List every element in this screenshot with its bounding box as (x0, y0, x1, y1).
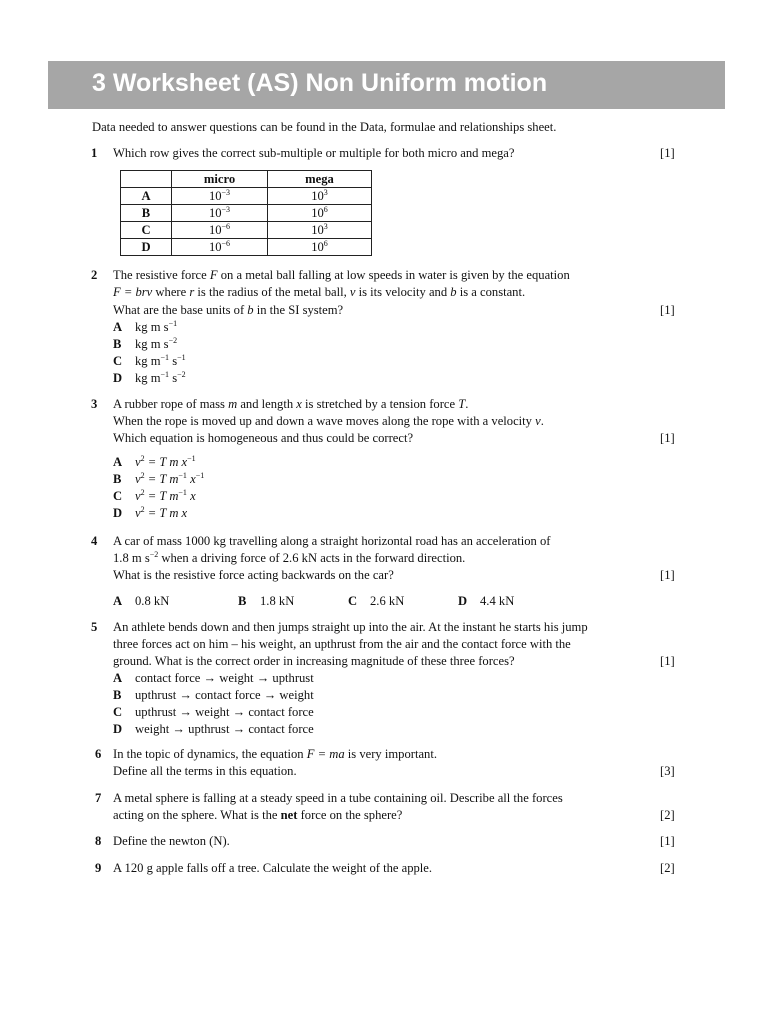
answer-option-a[interactable]: A 0.8 kN (113, 594, 170, 608)
table-header: micro (172, 171, 268, 188)
mega-cell: $10^3$ (268, 222, 372, 239)
table-row (121, 239, 372, 256)
marks: [2] (660, 808, 675, 822)
micro-cell: $10^{-6}$ (172, 239, 268, 256)
marks: [1] (660, 303, 675, 317)
question-text: An athlete bends down and then jumps straight up into the air. At the instant he starts his jump (113, 620, 588, 634)
intro-text: Data needed to answer questions can be found in the Data, formulae and relationships sheet. (92, 120, 557, 134)
question-number: 3 (91, 397, 98, 411)
answer-option-d[interactable]: D kg $m^{-1}$ $s^{-2}$ (113, 370, 186, 385)
marks: [1] (660, 834, 675, 848)
answer-option-d[interactable]: D $v^2 = T$ m x (113, 505, 188, 520)
question-number: 7 (95, 791, 102, 805)
mega-cell: $10^3$ (268, 188, 372, 205)
question-number: 8 (95, 834, 102, 848)
table-header: mega (268, 171, 372, 188)
question-text: ground. What is the correct order in increasing magnitude of these three forces? (113, 654, 515, 668)
answer-option-a[interactable]: A $v^2 = T$ m $x^{-1}$ (113, 454, 196, 469)
table-header (121, 171, 172, 188)
prefix-table (120, 170, 372, 256)
question-text: Which equation is homogeneous and thus could be correct? (113, 431, 414, 445)
question-text: F = brv where r is the radius of the metal ball, v is its velocity and b is a constant. (113, 285, 526, 299)
table-row (121, 205, 372, 222)
table-row (121, 222, 372, 239)
question-text: What is the resistive force acting backwards on the car? (113, 568, 394, 582)
answer-option-b[interactable]: B $v^2 = T$ $m^{-1}$ $x^{-1}$ (113, 471, 205, 486)
question-text: What are the base units of b in the SI system? (113, 303, 344, 317)
marks: [1] (660, 654, 675, 668)
mega-cell: $10^6$ (268, 239, 372, 256)
table-header-row (121, 171, 372, 188)
question-text: When the rope is moved up and down a wave moves along the rope with a velocity v. (113, 414, 544, 428)
marks: [2] (660, 861, 675, 875)
answer-option-b[interactable]: B kg m $s^{-2}$ (113, 336, 178, 351)
marks: [1] (660, 431, 675, 445)
question-text: three forces act on him – his weight, an upthrust from the air and the contact force with the (113, 637, 571, 651)
question-number: 6 (95, 747, 102, 761)
page-title: 3 Worksheet (AS) Non Uniform motion (92, 69, 548, 97)
question-number: 2 (91, 268, 98, 282)
question-text: The resistive force F on a metal ball falling at low speeds in water is given by the equation (113, 268, 570, 282)
answer-option-c[interactable]: C upthrust → weight → contact force (113, 705, 314, 719)
answer-option-a[interactable]: A contact force → weight → upthrust (113, 671, 314, 685)
marks: [1] (660, 568, 675, 582)
question-text: acting on the sphere. What is the net force on the sphere? (113, 808, 403, 822)
question-text: A metal sphere is falling at a steady speed in a tube containing oil. Describe all the forces (113, 791, 563, 805)
answer-option-b[interactable]: B 1.8 kN (238, 594, 295, 608)
question-text: 1.8 m $s^{-2}$ when a driving force of 2.6 kN acts in the forward direction. (113, 550, 466, 565)
question-text: Define all the terms in this equation. (113, 764, 297, 778)
question-text: In the topic of dynamics, the equation F = ma is very important. (113, 747, 437, 761)
question-number: 9 (95, 861, 102, 875)
answer-option-c[interactable]: C 2.6 kN (348, 594, 405, 608)
row-label: C (121, 222, 172, 239)
answer-option-b[interactable]: B upthrust → contact force → weight (113, 688, 314, 702)
answer-option-a[interactable]: A kg m $s^{-1}$ (113, 319, 178, 334)
question-text: Which row gives the correct sub-multiple or multiple for both micro and mega? (113, 146, 515, 160)
micro-cell: $10^{-6}$ (172, 222, 268, 239)
title-banner (48, 61, 725, 109)
question-text: A car of mass 1000 kg travelling along a straight horizontal road has an acceleration of (113, 534, 551, 548)
row-label: D (121, 239, 172, 256)
marks: [3] (660, 764, 675, 778)
question-text: Define the newton (N). (113, 834, 230, 848)
answer-option-d[interactable]: D 4.4 kN (458, 594, 515, 608)
table-row (121, 188, 372, 205)
marks: [1] (660, 146, 675, 160)
answer-option-c[interactable]: C $v^2 = T$ $m^{-1}$ x (113, 488, 196, 503)
mega-cell: $10^6$ (268, 205, 372, 222)
micro-cell: $10^{-3}$ (172, 188, 268, 205)
answer-option-d[interactable]: D weight → upthrust → contact force (113, 722, 314, 736)
row-label: A (121, 188, 172, 205)
row-label: B (121, 205, 172, 222)
micro-cell: $10^{-3}$ (172, 205, 268, 222)
question-text: A rubber rope of mass m and length x is stretched by a tension force T. (113, 397, 469, 411)
answer-option-c[interactable]: C kg $m^{-1}$ $s^{-1}$ (113, 353, 186, 368)
question-number: 1 (91, 146, 98, 160)
question-number: 5 (91, 620, 98, 634)
question-text: A 120 g apple falls off a tree. Calculate the weight of the apple. (113, 861, 433, 875)
question-number: 4 (91, 534, 98, 548)
